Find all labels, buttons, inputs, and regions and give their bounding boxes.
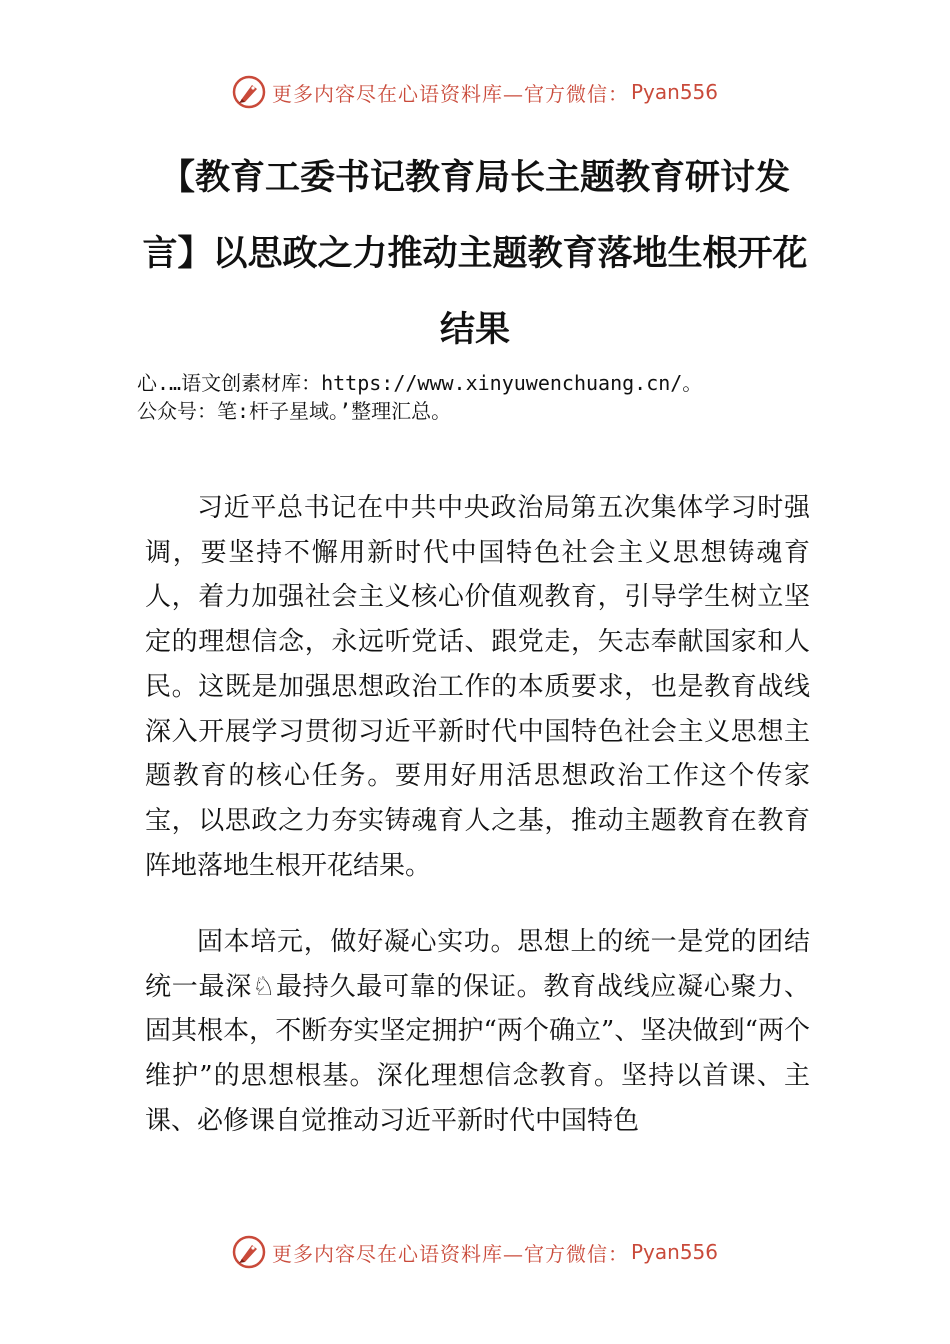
banner-wechat-handle: Pyan556 — [630, 80, 718, 104]
banner-wechat-handle: Pyan556 — [630, 1240, 718, 1264]
body-paragraph: 固本培元，做好凝心实功。思想上的统一是党的团结统一最深♘最持久最可靠的保证。教育战线应凝心聚力、固其根本，不断夯实坚定拥护“两个确立”、坚决做到“两个维护”的思想根基。深化理想信念教育。坚持以首课、主课、必修课自觉推动习近平新时代中国特色 — [145, 927, 810, 1136]
body-paragraph: 习近平总书记在中共中央政治局第五次集体学习时强调，要坚持不懈用新时代中国特色社会主义思想铸魂育人，着力加强社会主义核心价值观教育，引导学生树立坚定的理想信念，永远听党话、跟党走，矢志奉献国家和人民。这既是加强思想政治工作的本质要求，也是教育战线深入开展学习贯彻习近平新时代中国特色社会主义思想主题教育的核心任务。要用好用活思想政治工作这个传家宝，以思政之力夯实铸魂育人之基，推动主题教育在教育阵地落地生根开花结果。 — [145, 493, 810, 881]
banner-text: 更多内容尽在心语资料库—官方微信： — [271, 1241, 629, 1266]
source-info — [137, 369, 837, 425]
footer-banner — [0, 1232, 950, 1272]
source-line-url: 心.…语文创素材库：https://www.xinyuwenchuang.cn/。 — [137, 371, 703, 395]
document-title: 【教育工委书记教育局长主题教育研讨发言】以思政之力推动主题教育落地生根开花结果 — [142, 158, 808, 350]
banner-text: 更多内容尽在心语资料库—官方微信： — [271, 81, 629, 106]
pen-nib-logo-icon — [232, 1235, 266, 1269]
header-banner — [0, 72, 950, 112]
source-line-account: 公众号：笔:杆子星域。’整理汇总。 — [137, 399, 452, 423]
pen-nib-logo-icon — [232, 75, 266, 109]
